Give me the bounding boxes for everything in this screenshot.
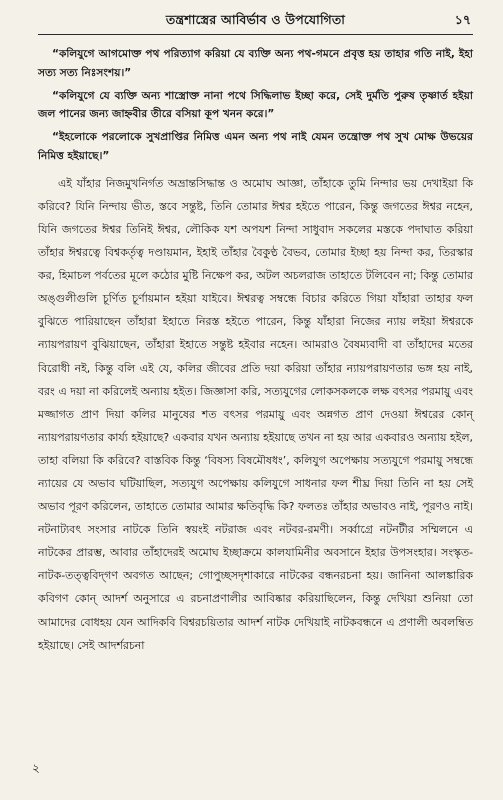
page-header bbox=[38, 10, 473, 35]
running-title: তন্ত্রশাস্ত্রের আবির্ভাব ও উপযোগিতা bbox=[165, 12, 346, 27]
quote-2: “কলিযুগে যে ব্যক্তি অন্য শাস্ত্রোক্ত নানা পথে সিদ্ধিলাভ ইচ্ছা করে, সেই দুর্মতি পুরুষ তৃষ্ণার্ত হইয়া জল পানের জন্য জাহ্নবীর তীরে বসিয়া কূপ খনন করে।” bbox=[38, 89, 473, 121]
quote-3: “ইহলোকে পরলোকে সুখপ্রাপ্তির নিমিত্ত এমন অন্য পথ নাই যেমন তন্ত্রোক্ত পথ সুখ মোক্ষ উভয়ের নিমিত্ত হইয়াছে।” bbox=[38, 131, 473, 162]
quote-1: “কলিযুগে আগমোক্ত পথ পরিত্যাগ করিয়া যে ব্যক্তি অন্য পথ-গমনে প্রবৃত্ত হয় তাহার গতি নাই, ইহা সত্য সত্য নিঃসংশয়।” bbox=[38, 48, 473, 79]
page-number: ১৭ bbox=[454, 12, 471, 27]
body-paragraph: এই যাঁহার নিজমুখনির্গত অভ্রান্তসিদ্ধান্ত ও অমোঘ আজ্ঞা, তাঁহাকে তুমি নিন্দার ভয় দেখাইয়া কি করিবে? যিনি নিন্দায় ভীত, স্তবে সন্তুষ্ট, তিনি তোমার ঈশ্বর হইতে পারেন, কিন্তু জগতের ঈশ্বর নহেন, যিনি জগতের ঈশ্বর তিনিই ঈশ্বর, লৌকিক যশ অপযশ নিন্দা সাধুবাদ সকলের মস্তকে পদাঘাত করিয়া তাঁহার ঈশ্বরত্বে বিশ্বকর্তৃত্ব দণ্ডায়মান, ইহাই তাঁহার বৈকুণ্ঠ বৈভব, তোমার ইচ্ছা হয় নিন্দা কর, তিরস্কার কর, হিমাচল পর্বতের মূলে কঠোর মুষ্টি নিক্ষেপ কর, অটল অচলরাজ তাহাতে টলিবেন না; কিন্তু তোমার অঙ্গুলীগুলি চূর্ণিত চূর্ণায়মান হইয়া যাইবে। ঈশ্বরত্ব সম্বন্ধে বিচার করিতে গিয়া যাঁহারা তাহার ফল বুঝিতে পারিয়াছেন তাঁহারা ইহাতে নিরস্ত হইতে পারেন, কিন্তু যাঁহারা নিজের ন্যায় লইয়া ঈশ্বরকে ন্যায়পরায়ণ বুঝিয়াছেন, তাঁহারা ইহাতে সন্তুষ্ট হইবার নহেন। আমরাও বৈষম্যবাদী বা তাঁহাদের মতের বিরোধী নই, কিন্তু বলি এই যে, কলির জীবের প্রতি দয়া করিয়া তাঁহার ন্যায়পরায়ণতার ভঙ্গ হয় নাই, বরং এ দয়া না করিলেই অন্যায় হইত। জিজ্ঞাসা করি, সত্যযুগের লোকসকলকে লক্ষ বৎসর পরমায়ু এবং মজ্জাগত প্রাণ দিয়া কলির মানুষের শত বৎসর পরমায়ু এবং অন্নগত প্রাণ দেওয়া ঈশ্বরের কোন্ ন্যায়পরায়ণতার কার্য্য হইয়াছে? একবার যখন অন্যায় হইয়াছে তখন না হয় আর একবারও অন্যায় হইল, তাহা বলিয়া কি করিবে? বাস্তবিক কিন্তু ‘বিষস্য বিষমৌষধং’, কলিযুগ অপেক্ষায় সত্যযুগে পরমায়ু সম্বন্ধে ন্যায়ের যে অভাব ঘটিয়াছিল, সত্যযুগ অপেক্ষায় কলিযুগে সাধনার ফল শীঘ্র দিয়া তিনি না হয় সেই অভাব পূরণ করিলেন, তাহাতে তোমার আমার ক্ষতিবৃদ্ধি কি? ফলতঃ তাঁহার অভাবও নাই, পূরণও নাই। নটনাট্যবৎ সংসার নাটকে তিনি স্বয়ংই নটরাজ এবং নটবর-রমণী। সর্ব্বাগ্রে নটনটীর সম্মিলনে এ নাটকের প্রারম্ভ, আবার তাঁহাদেরই অমোঘ ইচ্ছাক্রমে কালযামিনীর অবসানে ইহার উপসংহার। সংস্কৃত-নাটক-তত্ত্ববিদ্‌গণ অবগত আছেন; গোপুচ্ছসদৃশাকারে নাটকের বন্ধনরচনা হয়। জানিনা আলঙ্কারিক কবিগণ কোন্ আদর্শ অনুসারে এ রচনাপ্রণালীর আবিষ্কার করিয়াছিলেন, কিন্তু দেখিয়া শুনিয়া তো আমাদের বোধহয় যেন আদিকবি বিশ্বরচয়িতার আদর্শ নাটক দেখিয়াই নাটকবন্ধনে এ প্রণালী অবলম্বিত হইয়াছে। সেই আদর্শরচনা bbox=[38, 176, 473, 652]
signature-mark: ২ bbox=[32, 761, 40, 775]
